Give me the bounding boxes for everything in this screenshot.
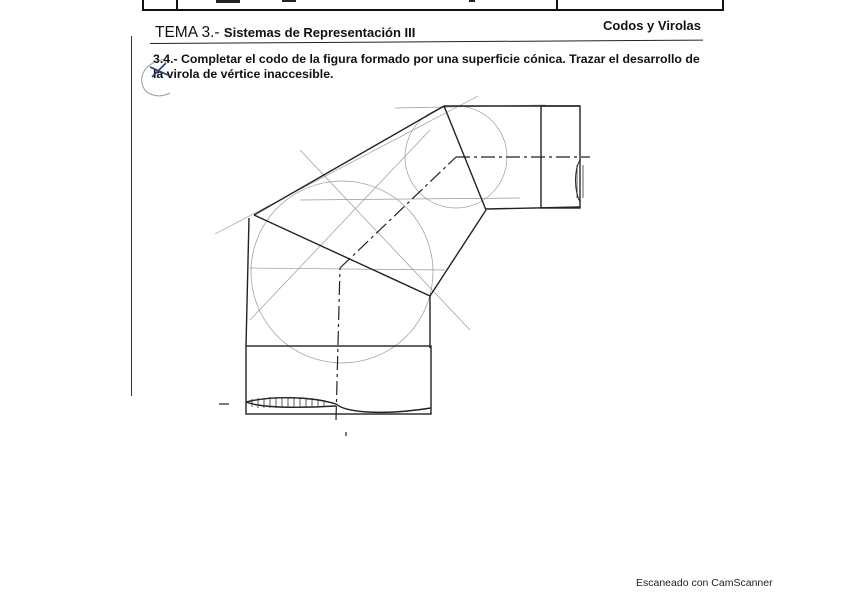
exercise-text: Completar el codo de la figura formado por una superficie cónica. Trazar el desarrollo de la virola de vértice inaccesible. — [153, 52, 700, 81]
cone-generatrix-extension — [215, 96, 478, 234]
scanner-watermark: Escaneado con CamScanner — [636, 577, 773, 589]
topic-label: TEMA 3.- — [155, 24, 220, 41]
center-axis — [336, 157, 590, 420]
large-sphere-circle — [251, 181, 433, 363]
vertical-axis — [336, 268, 340, 420]
lower-pipe-break-inner — [246, 402, 336, 407]
lower-pipe-left-side — [246, 218, 249, 346]
exercise-number: 3.4.- — [153, 52, 178, 66]
lower-joint-line — [254, 215, 430, 296]
lower-pipe-body — [246, 346, 431, 414]
cone-bottom-edge — [430, 210, 486, 296]
section-title: Codos y Virolas — [602, 18, 701, 33]
upper-joint-line — [444, 106, 486, 210]
oblique-axis — [340, 157, 456, 268]
elbow-outline — [246, 106, 580, 414]
margin-ticks — [219, 404, 346, 436]
horizontal-construction — [250, 268, 445, 270]
topic-subtitle: Sistemas de Representación III — [223, 25, 416, 40]
horizontal-construction — [300, 198, 520, 200]
lower-pipe-break-line — [246, 398, 431, 413]
